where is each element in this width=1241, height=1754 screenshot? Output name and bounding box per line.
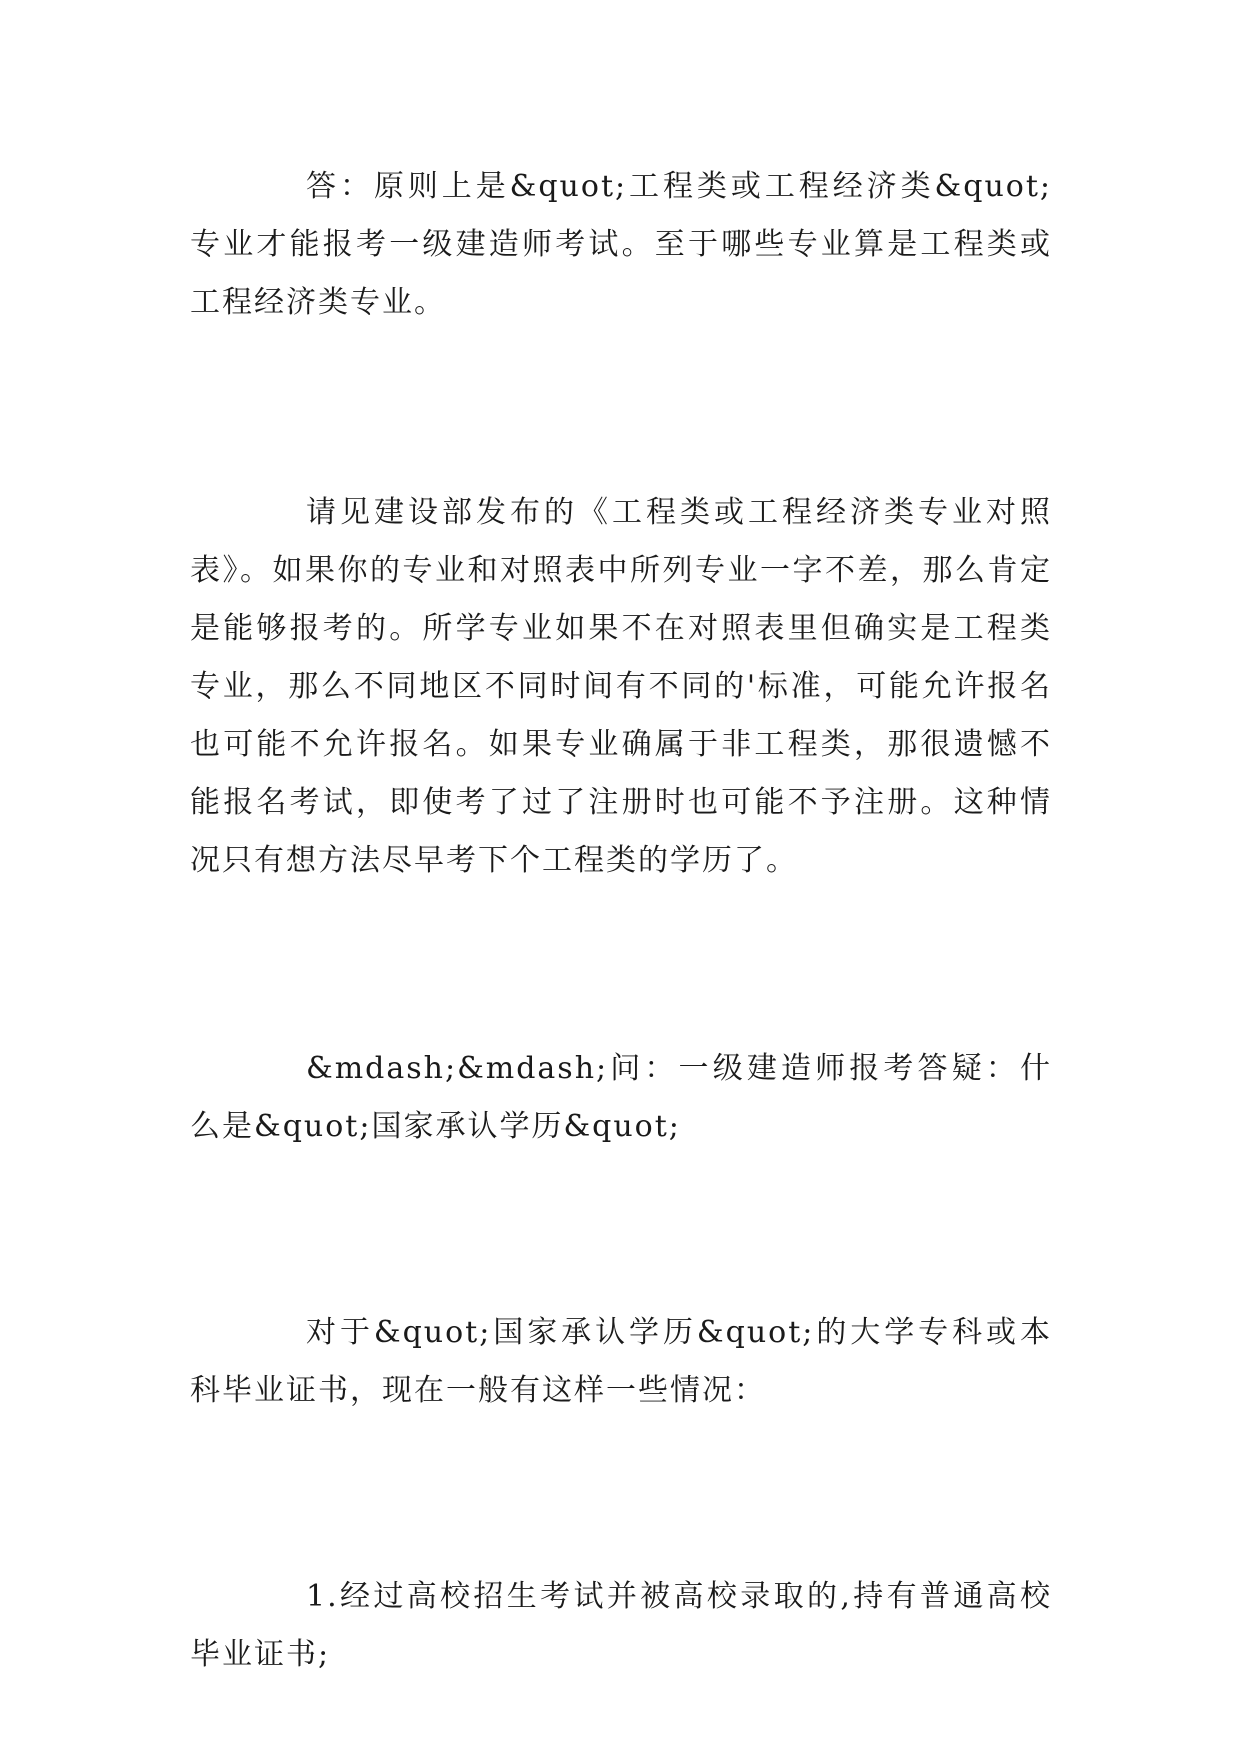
paragraph-answer-principle: 答：原则上是&quot;工程类或工程经济类&quot;专业才能报考一级建造师考试。至于哪些专业算是工程类或工程经济类专业。 (190, 169, 1052, 320)
paragraph-reference-table: 请见建设部发布的《工程类或工程经济类专业对照表》。如果你的专业和对照表中所列专业一字不差，那么肯定是能够报考的。所学专业如果不在对照表里但确实是工程类专业，那么不同地区不同时间有不同的'标准，可能允许报名也可能不允许报名。如果专业确属于非工程类，那很遗憾不能报名考试，即使考了过了注册时也可能不予注册。这种情况只有想方法尽早考下个工程类的学历了。 (190, 495, 1052, 878)
paragraph-spacer (190, 1156, 1052, 1304)
paragraph-spacer (190, 1420, 1052, 1568)
paragraph-spacer (190, 890, 1052, 1040)
document-body (190, 158, 1052, 1684)
paragraph-case-1: 1.经过高校招生考试并被高校录取的,持有普通高校毕业证书; (190, 1579, 1052, 1672)
paragraph-spacer (190, 332, 1052, 484)
paragraph-question: &mdash;&mdash;问：一级建造师报考答疑：什么是&quot;国家承认学历&quot; (190, 1051, 1052, 1144)
paragraph-certificate-cases: 对于&quot;国家承认学历&quot;的大学专科或本科毕业证书，现在一般有这样一些情况： (190, 1315, 1052, 1408)
